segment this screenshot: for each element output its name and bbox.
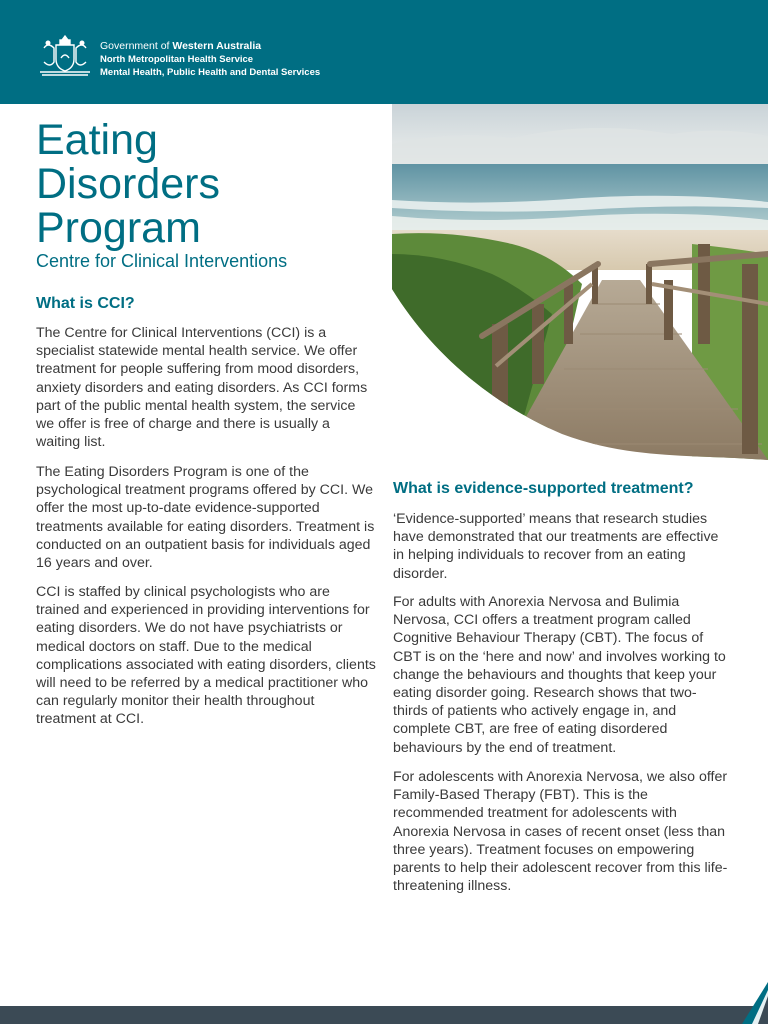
- evidence-paragraph-2: For adults with Anorexia Nervosa and Bulimia Nervosa, CCI offers a treatment program called Cognitive Behaviour Therapy (CBT). The focus of CBT is on the ‘here and now’ and involves working to change the behaviours and thoughts that keep your eating disorder going. Research shows that two-thirds of patients who actively engage in, and complete CBT, are free of eating disordered behaviours by the end of treatment.: [393, 594, 726, 756]
- gov-line-3: Mental Health, Public Health and Dental Services: [100, 67, 321, 78]
- gov-prefix: Government of: [100, 40, 173, 52]
- beach-boardwalk-photo: [392, 104, 768, 460]
- page-title: [36, 118, 220, 250]
- evidence-paragraph-3: For adolescents with Anorexia Nervosa, we also offer Family-Based Therapy (FBT). This is the recommended treatment for adolescents with Anorexia Nervosa in cases of recent onset (less than three years). Treatment focuses on empowering parents to help their adolescent recover from this life-threatening illness.: [393, 769, 728, 895]
- title-line-1: Eating: [36, 116, 158, 164]
- gov-name: Western Australia: [172, 40, 262, 52]
- footer-bar: [0, 1006, 768, 1024]
- title-line-3: Program: [36, 204, 201, 252]
- cci-paragraph-2: The Eating Disorders Program is one of the psychological treatment programs offered by CCI. We offer the most up-to-date evidence-supported treatments available for eating disorders. Treatment is conducted on an outpatient basis for individuals aged 16 years and over.: [36, 464, 375, 572]
- page-subtitle: Centre for Clinical Interventions: [36, 251, 288, 271]
- government-wordmark: [100, 40, 320, 79]
- gov-line-1: [100, 40, 320, 53]
- header-banner: [0, 0, 768, 104]
- evidence-paragraph-1: ‘Evidence-supported’ means that research studies have demonstrated that our treatments are effective in helping individuals to recover from an eating disorder.: [393, 511, 719, 582]
- heading-evidence-supported: What is evidence-supported treatment?: [393, 480, 694, 497]
- title-line-2: Disorders: [36, 160, 220, 208]
- cci-paragraph-3: CCI is staffed by clinical psychologists who are trained and experienced in providing interventions for eating disorders. We do not have psychiatrists or medical doctors on staff. Due to the medical complications associated with eating disorders, clients will need to be referred by a medical practitioner who can regularly monitor their health throughout treatment at CCI.: [36, 584, 376, 728]
- cci-paragraph-1: The Centre for Clinical Interventions (CCI) is a specialist statewide mental health service. We offer treatment for people suffering from mood disorders, anxiety disorders and eating disorders. As CCI forms part of the public mental health system, the service we offer is free of charge and there is usually a waiting list.: [36, 325, 368, 451]
- wa-coat-of-arms-icon: [36, 32, 94, 78]
- footer-accent-stripe: [718, 982, 768, 1024]
- heading-what-is-cci: What is CCI?: [36, 295, 135, 312]
- gov-line-2: North Metropolitan Health Service: [100, 54, 254, 65]
